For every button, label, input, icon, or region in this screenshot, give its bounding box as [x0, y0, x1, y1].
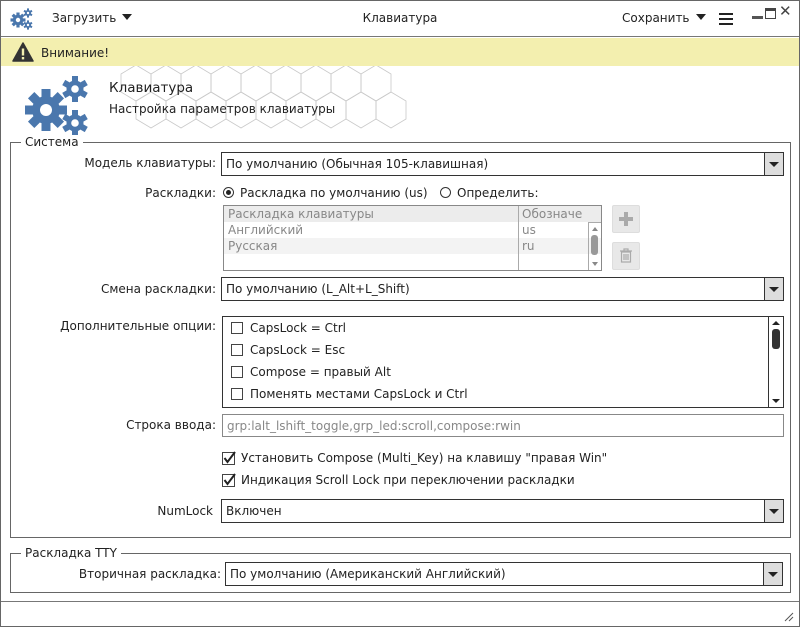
chevron-down-icon[interactable] [764, 500, 783, 522]
checkbox-unchecked-icon [231, 344, 243, 356]
warning-icon [12, 42, 34, 62]
load-button-label: Загрузить [52, 11, 117, 25]
option-label: Compose = правый Alt [250, 365, 391, 379]
page-header [1, 66, 799, 136]
scroll-down-icon[interactable] [772, 399, 780, 403]
scroll-lock-indicator-label: Индикация Scroll Lock при переключении раскладки [241, 473, 575, 487]
scroll-up-icon[interactable] [772, 321, 780, 325]
resize-grip-icon[interactable] [784, 612, 794, 622]
minimize-icon[interactable] [752, 16, 763, 19]
table-row[interactable] [224, 238, 601, 254]
column-header-code[interactable]: Обозначе [522, 207, 583, 221]
maximize-icon[interactable] [765, 8, 776, 19]
close-icon[interactable]: ✕ [779, 2, 792, 20]
option-compose-ralt[interactable] [231, 365, 391, 379]
scroll-thumb[interactable] [772, 329, 780, 349]
radio-checked-icon [223, 187, 234, 198]
scroll-lock-indicator-checkbox[interactable] [222, 473, 575, 487]
secondary-layout-label: Вторичная раскладка: [78, 567, 221, 581]
option-label: CapsLock = Esc [250, 343, 346, 357]
layout-switch-value: По умолчанию (L_Alt+L_Shift) [226, 282, 410, 296]
layout-code-cell: us [522, 223, 536, 237]
hamburger-icon[interactable] [719, 13, 733, 25]
option-capslock-ctrl[interactable] [231, 321, 346, 335]
layout-name-cell: Английский [228, 223, 304, 237]
scroll-thumb[interactable] [591, 235, 598, 255]
chevron-down-icon[interactable] [764, 153, 783, 175]
save-button-label: Сохранить [622, 11, 690, 25]
table-header [224, 206, 601, 222]
add-layout-button[interactable] [612, 205, 640, 233]
numlock-label: NumLock [157, 504, 213, 518]
warning-bar [1, 38, 799, 66]
input-string-field[interactable] [222, 414, 784, 437]
keyboard-model-select[interactable] [221, 152, 784, 176]
table-scrollbar[interactable] [588, 222, 601, 270]
layout-switch-label: Смена раскладки: [100, 282, 216, 296]
compose-rwin-label: Установить Compose (Multi_Key) на клавишу "правая Win" [241, 451, 608, 465]
checkbox-checked-icon [222, 451, 236, 465]
radio-default-layout-label: Раскладка по умолчанию (us) [240, 186, 428, 200]
trash-icon [613, 243, 639, 269]
checkbox-unchecked-icon [231, 388, 243, 400]
layout-code-cell: ru [522, 239, 535, 253]
scroll-down-icon[interactable] [592, 262, 598, 266]
save-button[interactable] [622, 11, 706, 25]
compose-rwin-checkbox[interactable] [222, 451, 607, 465]
header-subtitle: Настройка параметров клавиатуры [109, 102, 336, 116]
plus-icon [613, 206, 639, 232]
checkbox-unchecked-icon [231, 366, 243, 378]
scroll-up-icon[interactable] [592, 227, 598, 231]
option-swap-capslock-ctrl[interactable] [231, 387, 468, 401]
layout-table [223, 205, 602, 271]
chevron-down-icon [696, 14, 706, 20]
layouts-label: Раскладки: [145, 186, 216, 200]
checkbox-checked-icon [222, 473, 236, 487]
gears-icon [24, 76, 92, 138]
column-header-layout[interactable]: Раскладка клавиатуры [228, 207, 374, 221]
secondary-layout-select[interactable] [225, 562, 783, 586]
title-bar [1, 1, 799, 37]
tty-legend: Раскладка TTY [21, 546, 121, 560]
layout-name-cell: Русская [228, 239, 278, 253]
system-legend: Система [21, 135, 83, 149]
warning-text: Внимание! [41, 46, 110, 60]
input-string-label: Строка ввода: [126, 418, 216, 432]
radio-default-layout[interactable] [223, 186, 428, 200]
secondary-layout-value: По умолчанию (Американский Английский) [230, 567, 506, 581]
option-label: CapsLock = Ctrl [250, 321, 346, 335]
chevron-down-icon[interactable] [763, 563, 782, 585]
delete-layout-button[interactable] [612, 242, 640, 270]
column-divider [518, 206, 519, 271]
layout-switch-select[interactable] [221, 277, 784, 301]
numlock-select[interactable] [221, 499, 784, 523]
extra-options-label: Дополнительные опции: [60, 319, 216, 333]
radio-custom-layout-label: Определить: [457, 186, 539, 200]
status-bar [1, 601, 799, 626]
header-title: Клавиатура [109, 80, 194, 96]
option-capslock-esc[interactable] [231, 343, 345, 357]
window-title: Клавиатура [362, 11, 438, 25]
radio-custom-layout[interactable] [440, 186, 539, 200]
keyboard-model-value: По умолчанию (Обычная 105-клавишная) [226, 157, 489, 171]
numlock-value: Включен [226, 504, 282, 518]
chevron-down-icon[interactable] [764, 278, 783, 300]
hexagon-pattern [101, 66, 411, 136]
keyboard-model-label: Модель клавиатуры: [84, 156, 216, 170]
checkbox-unchecked-icon [231, 322, 243, 334]
table-row[interactable] [224, 222, 601, 238]
option-label: Поменять местами CapsLock и Ctrl [250, 387, 468, 401]
input-string-value: grp:lalt_lshift_toggle,grp_led:scroll,compose:rwin [227, 419, 521, 433]
extra-options-list [222, 316, 784, 408]
options-scrollbar[interactable] [768, 317, 783, 407]
radio-unchecked-icon [440, 187, 451, 198]
